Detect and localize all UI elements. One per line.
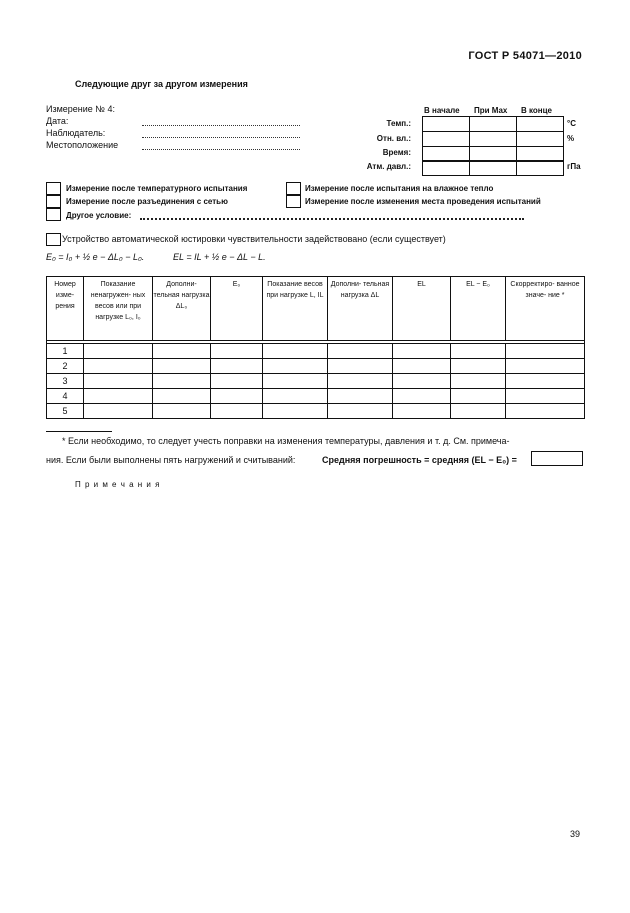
table-cell[interactable] (153, 374, 211, 389)
after-place-checkbox[interactable] (286, 195, 301, 208)
temp-unit: °С (567, 119, 576, 128)
table-cell[interactable] (451, 359, 506, 374)
table-cell[interactable] (211, 404, 263, 419)
row-number: 5 (47, 404, 84, 419)
section-title: Следующие друг за другом измерения (75, 79, 248, 89)
table-cell[interactable] (263, 344, 328, 359)
footnote-rule (46, 431, 112, 432)
table-cell[interactable] (153, 389, 211, 404)
temp-max-cell[interactable] (469, 116, 517, 132)
table-row (47, 404, 585, 419)
table-cell[interactable] (393, 344, 451, 359)
mean-error-field[interactable] (531, 451, 583, 466)
table-cell[interactable] (393, 404, 451, 419)
notes-title: П р и м е ч а н и я (75, 480, 161, 489)
mean-error-label: Средняя погрешность = средняя (EL − E₀) = (322, 455, 517, 465)
standard-number: ГОСТ Р 54071—2010 (468, 50, 582, 62)
other-condition-label: Другое условие: (66, 211, 132, 220)
table-cell[interactable] (211, 389, 263, 404)
table-cell[interactable] (84, 359, 153, 374)
row-number: 4 (47, 389, 84, 404)
table-cell[interactable] (84, 344, 153, 359)
row-number: 3 (47, 374, 84, 389)
formula-el: EL = IL + ½ e − ΔL − L. (173, 252, 266, 262)
humidity-unit: % (567, 134, 575, 143)
humidity-max-cell[interactable] (469, 131, 517, 147)
col-max-header: При Max (474, 106, 508, 115)
header-additional-load-0: Дополни- тельная нагрузка ΔL₀ (153, 277, 211, 341)
after-damp-checkbox[interactable] (286, 182, 301, 195)
pressure-end-cell[interactable] (516, 160, 564, 176)
pressure-max-cell[interactable] (469, 160, 517, 176)
table-cell[interactable] (153, 344, 211, 359)
row-number: 1 (47, 344, 84, 359)
header-reading-loaded: Показание весов при нагрузке L, IL (263, 277, 328, 341)
after-mains-label: Измерение после разъединения с сетью (66, 197, 228, 206)
table-cell[interactable] (506, 359, 585, 374)
table-cell[interactable] (153, 359, 211, 374)
table-cell[interactable] (328, 359, 393, 374)
table-cell[interactable] (84, 374, 153, 389)
table-cell[interactable] (263, 389, 328, 404)
header-el: EL (393, 277, 451, 341)
header-additional-load: Дополни- тельная нагрузка ΔL (328, 277, 393, 341)
temp-label: Темп.: (386, 119, 411, 128)
table-cell[interactable] (393, 389, 451, 404)
temp-end-cell[interactable] (516, 116, 564, 132)
time-label: Время: (382, 148, 411, 157)
location-label: Местоположение (46, 140, 119, 150)
table-cell[interactable] (328, 344, 393, 359)
humidity-start-cell[interactable] (422, 131, 470, 147)
header-reading-unloaded: Показание ненагружен- ных весов или при нагрузке L₀, I₀ (84, 277, 153, 341)
table-cell[interactable] (393, 374, 451, 389)
table-cell[interactable] (506, 389, 585, 404)
humidity-end-cell[interactable] (516, 131, 564, 147)
pressure-unit: гПа (567, 162, 581, 171)
other-condition-checkbox[interactable] (46, 208, 61, 221)
table-cell[interactable] (393, 359, 451, 374)
table-cell[interactable] (506, 374, 585, 389)
date-label: Дата: (46, 116, 69, 126)
table-cell[interactable] (211, 344, 263, 359)
footnote-text-2: ния. Если были выполнены пять нагружений и считываний: (46, 455, 296, 465)
table-cell[interactable] (328, 374, 393, 389)
location-field[interactable] (142, 149, 300, 150)
table-row (47, 389, 585, 404)
observer-label: Наблюдатель: (46, 128, 106, 138)
measurement-label: Измерение № 4: (46, 104, 115, 114)
table-cell[interactable] (451, 404, 506, 419)
table-row (47, 374, 585, 389)
header-measurement-no: Номер изме- рения (47, 277, 84, 341)
table-row (47, 359, 585, 374)
auto-adjust-checkbox[interactable] (46, 233, 61, 246)
header-e0: E₀ (211, 277, 263, 341)
table-cell[interactable] (328, 404, 393, 419)
table-cell[interactable] (451, 374, 506, 389)
table-cell[interactable] (328, 389, 393, 404)
table-row (47, 344, 585, 359)
pressure-start-cell[interactable] (422, 160, 470, 176)
row-number: 2 (47, 359, 84, 374)
table-cell[interactable] (211, 359, 263, 374)
header-corrected-value: Скорректиро- ванное значе- ние * (506, 277, 585, 341)
col-end-header: В конце (521, 106, 552, 115)
table-cell[interactable] (211, 374, 263, 389)
humidity-label: Отн. вл.: (376, 134, 411, 143)
table-cell[interactable] (263, 404, 328, 419)
after-place-label: Измерение после изменения места проведения испытаний (305, 197, 541, 206)
table-cell[interactable] (263, 374, 328, 389)
table-cell[interactable] (84, 389, 153, 404)
pressure-label: Атм. давл.: (366, 162, 411, 171)
table-cell[interactable] (451, 389, 506, 404)
temp-start-cell[interactable] (422, 116, 470, 132)
formula-e0: E₀ = I₀ + ½ e − ΔL₀ − L₀. (46, 252, 145, 262)
table-cell[interactable] (506, 344, 585, 359)
footnote-text: * Если необходимо, то следует учесть поправки на изменения температуры, давления и т. д. См. примеча- (62, 436, 510, 446)
table-cell[interactable] (451, 344, 506, 359)
measurement-table (46, 276, 585, 419)
after-temp-label: Измерение после температурного испытания (66, 184, 248, 193)
date-field[interactable] (142, 125, 300, 126)
table-cell[interactable] (263, 359, 328, 374)
table-cell[interactable] (84, 404, 153, 419)
observer-field[interactable] (142, 137, 300, 138)
table-cell[interactable] (506, 404, 585, 419)
after-temp-checkbox[interactable] (46, 182, 61, 195)
after-mains-checkbox[interactable] (46, 195, 61, 208)
col-start-header: В начале (424, 106, 460, 115)
header-el-minus-e0: EL − E₀ (451, 277, 506, 341)
after-damp-label: Измерение после испытания на влажное тепло (305, 184, 494, 193)
auto-adjust-label: Устройство автоматической юстировки чувствительности задействовано (если существует) (62, 234, 446, 244)
table-cell[interactable] (153, 404, 211, 419)
page-number: 39 (570, 829, 581, 839)
other-condition-field[interactable] (140, 218, 524, 220)
